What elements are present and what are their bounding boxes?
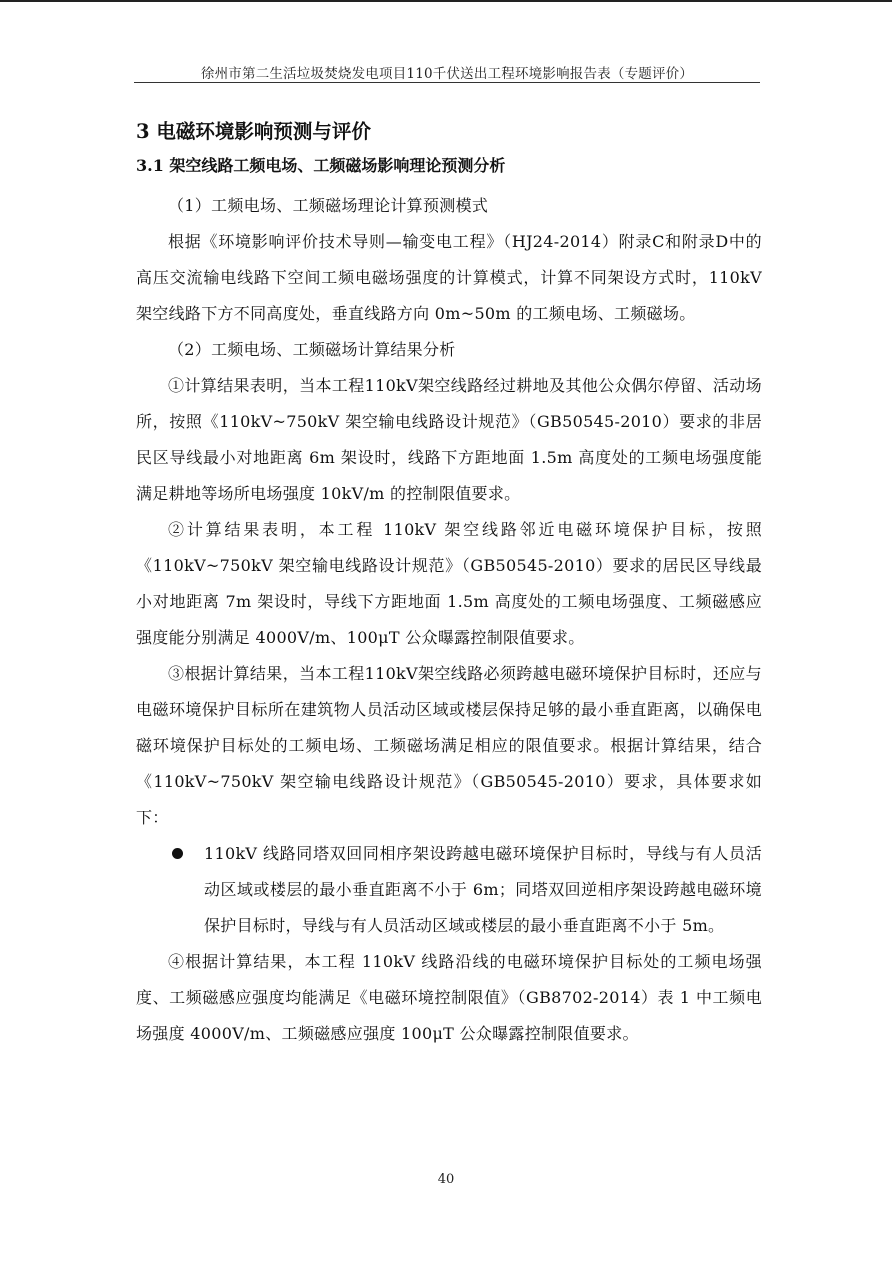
document-body — [136, 118, 762, 1052]
paragraph-result-4: ④根据计算结果，本工程 110kV 线路沿线的电磁环境保护目标处的工频电场强度、工频磁感应强度均能满足《电磁环境控制限值》（GB8702-2014）表 1 中工频电场强度 4000V/m、工频磁感应强度 100μT 公众曝露控制限值要求。 — [136, 952, 762, 1043]
header-divider — [134, 82, 760, 83]
item1-paragraph: 根据《环境影响评价技术导则—输变电工程》（HJ24-2014）附录C和附录D中的高压交流输电线路下空间工频电磁场强度的计算模式，计算不同架设方式时，110kV 架空线路下方不同高度处，垂直线路方向 0m~50m 的工频电场、工频磁场。 — [136, 232, 762, 323]
paragraph-result-2: ②计算结果表明，本工程 110kV 架空线路邻近电磁环境保护目标，按照《110kV~750kV 架空输电线路设计规范》（GB50545-2010）要求的居民区导线最小对地距离 7m 架设时，导线下方距地面 1.5m 高度处的工频电场强度、工频磁感应强度能分别满足 4000V/m、100μT 公众曝露控制限值要求。 — [136, 520, 762, 647]
item1-title: （1）工频电场、工频磁场理论计算预测模式 — [168, 196, 489, 215]
bullet-dot-icon — [172, 848, 183, 859]
paragraph-result-1: ①计算结果表明，当本工程110kV架空线路经过耕地及其他公众偶尔停留、活动场所，按照《110kV~750kV 架空输电线路设计规范》（GB50545-2010）要求的非居民区导线最小对地距离 6m 架设时，线路下方距地面 1.5m 高度处的工频电场强度能满足耕地等场所电场强度 10kV/m 的控制限值要求。 — [136, 376, 762, 503]
bullet-text: 110kV 线路同塔双回同相序架设跨越电磁环境保护目标时，导线与有人员活动区域或楼层的最小垂直距离不小于 6m；同塔双回逆相序架设跨越电磁环境保护目标时，导线与有人员活动区域或楼层的最小垂直距离不小于 5m。 — [204, 844, 762, 935]
bullet-list-item — [136, 836, 762, 944]
subsection-heading: 3.1 架空线路工频电场、工频磁场影响理论预测分析 — [136, 156, 506, 175]
paragraph-result-3: ③根据计算结果，当本工程110kV架空线路必须跨越电磁环境保护目标时，还应与电磁环境保护目标所在建筑物人员活动区域或楼层保持足够的最小垂直距离，以确保电磁环境保护目标处的工频电场、工频磁场满足相应的限值要求。根据计算结果，结合《110kV~750kV 架空输电线路设计规范》（GB50545-2010）要求，具体要求如下： — [136, 664, 762, 827]
item2-title: （2）工频电场、工频磁场计算结果分析 — [168, 340, 456, 359]
page-top-border — [0, 0, 892, 2]
running-header: 徐州市第二生活垃圾焚烧发电项目110千伏送出工程环境影响报告表（专题评价） — [200, 66, 694, 82]
section-heading: 3 电磁环境影响预测与评价 — [136, 120, 371, 143]
page-number: 40 — [437, 1172, 455, 1187]
